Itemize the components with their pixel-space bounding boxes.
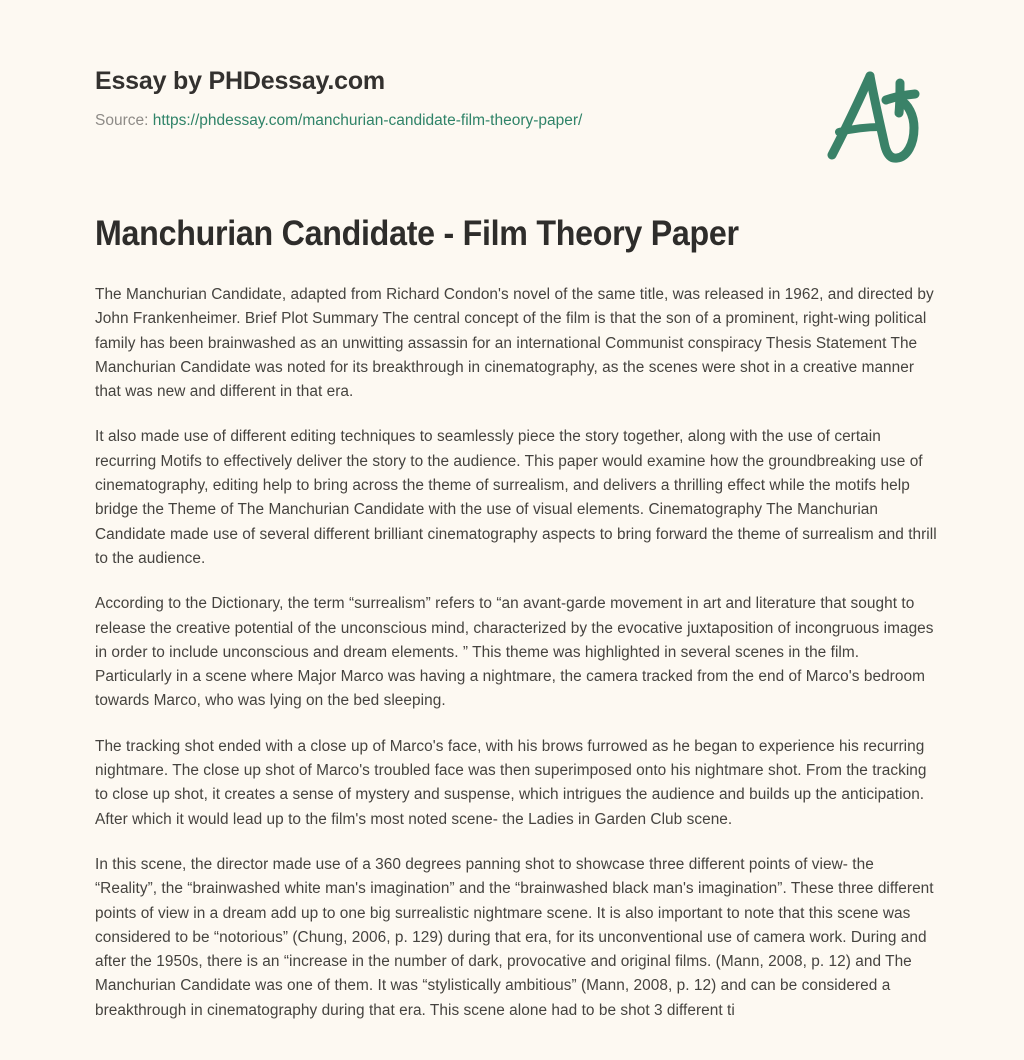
- page-header: [95, 66, 795, 131]
- paragraph: It also made use of different editing techniques to seamlessly piece the story together, along with the use of certain recurring Motifs to effectively deliver the story to the audience. This paper would examine how the groundbreaking use of cinematography, editing help to bring across the theme of surrealism, and delivers a thrilling effect while the motifs help bridge the Theme of The Manchurian Candidate with the use of visual elements. Cinematography The Manchurian Candidate made use of several different brilliant cinematography aspects to bring forward the theme of surrealism and thrill to the audience.: [95, 428, 937, 567]
- source-line: [95, 111, 795, 131]
- paragraph: The Manchurian Candidate, adapted from Richard Condon's novel of the same title, was released in 1962, and directed by John Frankenheimer. Brief Plot Summary The central concept of the film is that the son of a prominent, right-wing political family has been brainwashed as an unwitting assassin for an international Communist conspiracy Thesis Statement The Manchurian Candidate was noted for its breakthrough in cinematography, as the scenes were shot in a creative manner that was new and different in that era.: [95, 286, 934, 401]
- page-title: Manchurian Candidate - Film Theory Paper: [95, 214, 739, 253]
- essay-body: [95, 283, 938, 1023]
- paragraph: According to the Dictionary, the term “surrealism” refers to “an avant-garde movement in art and literature that sought to release the creative potential of the unconscious mind, characterized by the evocative juxtaposition of incongruous images in order to include unconscious and dream elements. ” This theme was highlighted in several scenes in the film. Particularly in a scene where Major Marco was having a nightmare, the camera tracked from the end of Marco's bedroom towards Marco, who was lying on the bed sleeping.: [95, 595, 934, 710]
- paragraph: The tracking shot ended with a close up of Marco's face, with his brows furrowed as he began to experience his recurring nightmare. The close up shot of Marco's troubled face was then superimposed onto his nightmare shot. From the tracking to close up shot, it creates a sense of mystery and suspense, which intrigues the audience and builds up the anticipation. After which it would lead up to the film's most noted scene- the Ladies in Garden Club scene.: [95, 737, 927, 828]
- brand-heading: Essay by PHDessay.com: [95, 67, 385, 95]
- phdessay-a-plus-logo-icon: [812, 58, 932, 178]
- paragraph: In this scene, the director made use of a 360 degrees panning shot to showcase three different points of view- the “Reality”, the “brainwashed white man's imagination” and the “brainwashed black man's imagination”. These three different points of view in a dream add up to one big surrealistic nightmare scene. It is also important to note that this scene was considered to be “notorious” (Chung, 2006, p. 129) during that era, for its unconventional use of camera work. During and after the 1950s, there is an “increase in the number of dark, provocative and original films. (Mann, 2008, p. 12) and The Manchurian Candidate was one of them. It was “stylistically ambitious” (Mann, 2008, p. 12) and can be considered a breakthrough in cinematography during that era. This scene alone had to be shot 3 different ti: [95, 855, 934, 1019]
- source-url-link[interactable]: https://phdessay.com/manchurian-candidate-film-theory-paper/: [152, 112, 583, 129]
- source-label: Source:: [95, 112, 149, 129]
